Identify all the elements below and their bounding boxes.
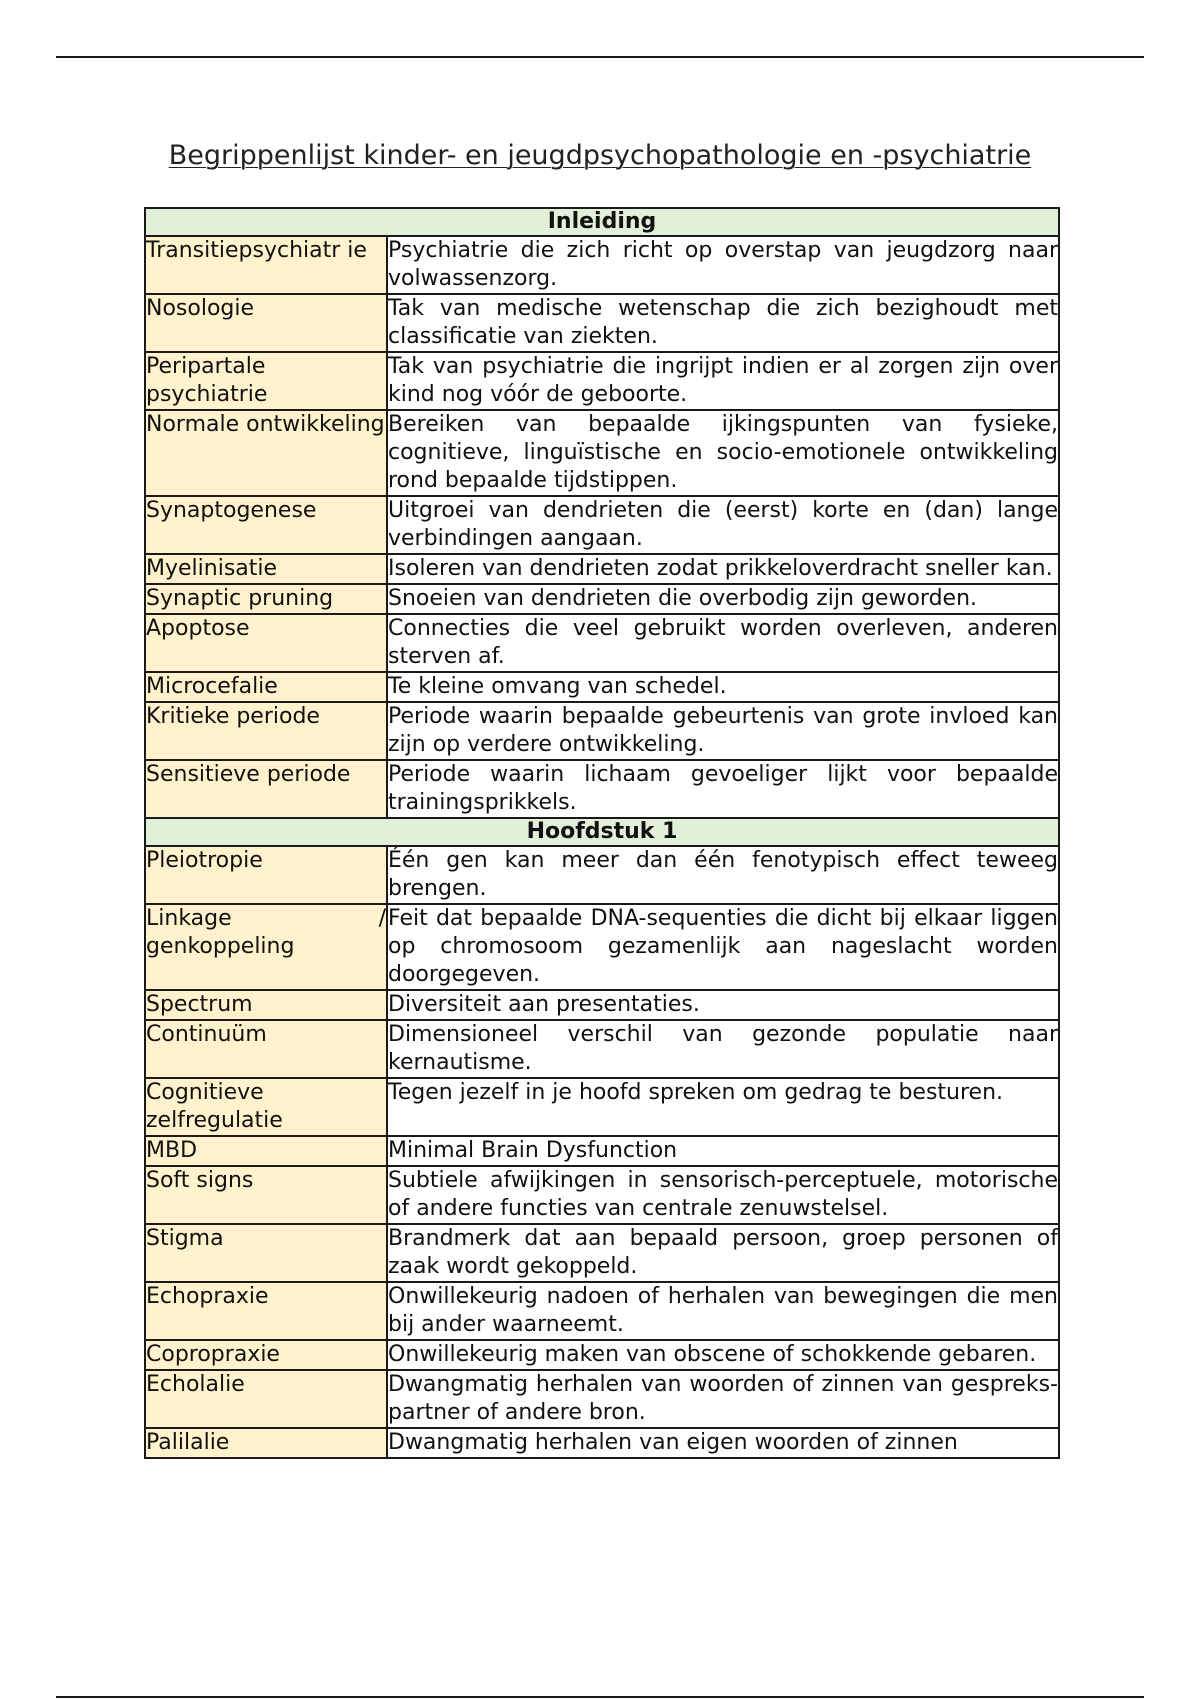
term-cell: Nosologie	[145, 294, 387, 352]
document-title: Begrippenlijst kinder- en jeugdpsychopathologie en -psychiatrie	[168, 140, 1032, 171]
glossary-row	[145, 1166, 1059, 1224]
term-cell: Normale ontwikkeling	[145, 410, 387, 496]
glossary-row	[145, 760, 1059, 818]
definition-cell: Te kleine omvang van schedel.	[387, 672, 1059, 702]
section-heading: Hoofdstuk 1	[145, 818, 1059, 846]
definition-cell: Bereiken van bepaalde ijkingspunten van fysieke, cognitieve, linguïstische en socio-emotionele ontwikkeling rond bepaalde tijdstippen.	[387, 410, 1059, 496]
definition-cell: Periode waarin lichaam gevoeliger lijkt voor bepaalde trainingsprikkels.	[387, 760, 1059, 818]
glossary-row	[145, 702, 1059, 760]
section-header-row	[145, 208, 1059, 236]
term-cell: Soft signs	[145, 1166, 387, 1224]
glossary-row	[145, 990, 1059, 1020]
glossary-row	[145, 672, 1059, 702]
term-cell: Microcefalie	[145, 672, 387, 702]
definition-cell: Tegen jezelf in je hoofd spreken om gedrag te besturen.	[387, 1078, 1059, 1136]
glossary-row	[145, 1078, 1059, 1136]
term-cell: MBD	[145, 1136, 387, 1166]
glossary-row	[145, 1224, 1059, 1282]
definition-cell: Subtiele afwijkingen in sensorisch-perceptuele, motorische of andere functies van centrale zenuwstelsel.	[387, 1166, 1059, 1224]
definition-cell: Uitgroei van dendrieten die (eerst) korte en (dan) lange verbindingen aangaan.	[387, 496, 1059, 554]
definition-cell: Snoeien van dendrieten die overbodig zijn geworden.	[387, 584, 1059, 614]
definition-cell: Onwillekeurig nadoen of herhalen van bewegingen die men bij ander waarneemt.	[387, 1282, 1059, 1340]
glossary-row	[145, 554, 1059, 584]
glossary-row	[145, 1428, 1059, 1458]
definition-cell: Tak van medische wetenschap die zich bezighoudt met classificatie van ziekten.	[387, 294, 1059, 352]
glossary-row	[145, 846, 1059, 904]
term-cell: Pleiotropie	[145, 846, 387, 904]
bottom-rule	[56, 1696, 1144, 1698]
definition-cell: Dimensioneel verschil van gezonde populatie naar kernautisme.	[387, 1020, 1059, 1078]
definition-cell: Isoleren van dendrieten zodat prikkeloverdracht sneller kan.	[387, 554, 1059, 584]
glossary-body	[145, 208, 1059, 1458]
definition-cell: Tak van psychiatrie die ingrijpt indien er al zorgen zijn over kind nog vóór de geboorte.	[387, 352, 1059, 410]
top-rule	[56, 56, 1144, 58]
term-cell: Synaptic pruning	[145, 584, 387, 614]
glossary-row	[145, 410, 1059, 496]
term-cell: Peripartale psychiatrie	[145, 352, 387, 410]
definition-cell: Onwillekeurig maken van obscene of schokkende gebaren.	[387, 1340, 1059, 1370]
term-cell: Continuüm	[145, 1020, 387, 1078]
term-cell: Kritieke periode	[145, 702, 387, 760]
glossary-row	[145, 904, 1059, 990]
definition-cell: Diversiteit aan presentaties.	[387, 990, 1059, 1020]
glossary-row	[145, 1370, 1059, 1428]
term-cell: Cognitieve zelfregulatie	[145, 1078, 387, 1136]
definition-cell: Psychiatrie die zich richt op overstap van jeugdzorg naar volwassenzorg.	[387, 236, 1059, 294]
glossary-row	[145, 584, 1059, 614]
glossary-row	[145, 1282, 1059, 1340]
term-cell: Echopraxie	[145, 1282, 387, 1340]
term-cell: Palilalie	[145, 1428, 387, 1458]
definition-cell: Connecties die veel gebruikt worden overleven, anderen sterven af.	[387, 614, 1059, 672]
term-cell: Stigma	[145, 1224, 387, 1282]
term-cell: Linkage / genkoppeling	[145, 904, 387, 990]
term-cell: Copropraxie	[145, 1340, 387, 1370]
section-heading: Inleiding	[145, 208, 1059, 236]
glossary-row	[145, 1020, 1059, 1078]
glossary-row	[145, 1340, 1059, 1370]
glossary-row	[145, 1136, 1059, 1166]
definition-cell: Dwangmatig herhalen van woorden of zinnen van gesprekspartner of andere bron.	[387, 1370, 1059, 1428]
definition-cell: Één gen kan meer dan één fenotypisch effect teweeg brengen.	[387, 846, 1059, 904]
definition-cell: Dwangmatig herhalen van eigen woorden of zinnen	[387, 1428, 1059, 1458]
term-cell: Myelinisatie	[145, 554, 387, 584]
definition-cell: Periode waarin bepaalde gebeurtenis van grote invloed kan zijn op verdere ontwikkeling.	[387, 702, 1059, 760]
term-cell: Sensitieve periode	[145, 760, 387, 818]
glossary-row	[145, 496, 1059, 554]
glossary-row	[145, 614, 1059, 672]
glossary-row	[145, 294, 1059, 352]
term-cell: Transitiepsychiatr ie	[145, 236, 387, 294]
section-header-row	[145, 818, 1059, 846]
glossary-row	[145, 236, 1059, 294]
glossary-table	[144, 207, 1060, 1459]
term-cell: Synaptogenese	[145, 496, 387, 554]
term-cell: Apoptose	[145, 614, 387, 672]
term-cell: Echolalie	[145, 1370, 387, 1428]
glossary-row	[145, 352, 1059, 410]
definition-cell: Brandmerk dat aan bepaald persoon, groep personen of zaak wordt gekoppeld.	[387, 1224, 1059, 1282]
term-cell: Spectrum	[145, 990, 387, 1020]
definition-cell: Minimal Brain Dysfunction	[387, 1136, 1059, 1166]
definition-cell: Feit dat bepaalde DNA-sequenties die dicht bij elkaar liggen op chromosoom gezamenlijk aan nageslacht worden doorgegeven.	[387, 904, 1059, 990]
